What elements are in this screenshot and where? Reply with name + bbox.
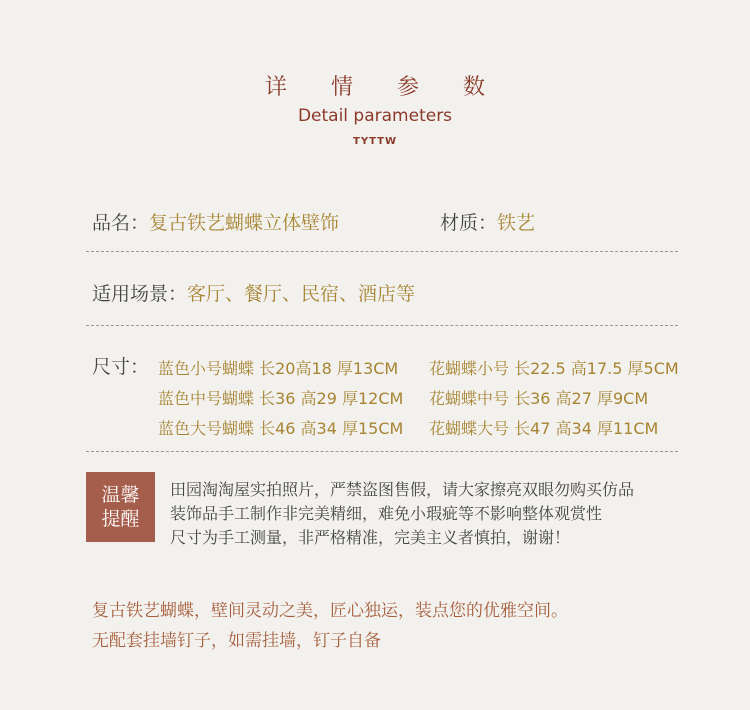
- size-item: 蓝色小号蝴蝶 长20高18 厚13CM: [158, 359, 399, 378]
- material-value: 铁艺: [497, 212, 536, 234]
- divider: [86, 251, 678, 252]
- size-item: 花蝴蝶中号 长36 高27 厚9CM: [429, 389, 649, 408]
- notice-badge: [86, 472, 155, 542]
- title-char: 参: [397, 75, 420, 100]
- notice-line: 田园淘淘屋实拍照片，严禁盗图售假，请大家擦亮双眼勿购买仿品: [170, 480, 635, 499]
- notice-line: 尺寸为手工测量，非严格精准，完美主义者慎拍，谢谢！: [170, 528, 571, 547]
- product-name-value: 复古铁艺蝴蝶立体壁饰: [149, 212, 340, 234]
- divider: [86, 325, 678, 326]
- usage-label: 适用场景：: [92, 283, 188, 305]
- brand-mark: TYTTW: [353, 136, 397, 147]
- size-item: 花蝴蝶小号 长22.5 高17.5 厚5CM: [429, 359, 679, 378]
- title-char: 数: [463, 75, 486, 100]
- footer-line: 无配套挂墙钉子，如需挂墙，钉子自备: [92, 631, 381, 651]
- notice-line: 装饰品手工制作非完美精细，难免小瑕疵等不影响整体观赏性: [170, 504, 603, 523]
- material-label: 材质：: [440, 212, 498, 234]
- product-name-row: [92, 208, 339, 235]
- size-item: 蓝色大号蝴蝶 长46 高34 厚15CM: [158, 419, 404, 438]
- footer-line: 复古铁艺蝴蝶，壁间灵动之美，匠心独运，装点您的优雅空间。: [92, 601, 568, 621]
- usage-row: [92, 279, 415, 306]
- divider: [86, 451, 678, 452]
- page-title: [0, 70, 750, 101]
- size-item: 蓝色中号蝴蝶 长36 高29 厚12CM: [158, 389, 404, 408]
- material-row: [440, 208, 535, 235]
- notice-badge-line: 温馨: [101, 484, 140, 506]
- notice-badge-line: 提醒: [101, 508, 140, 530]
- product-name-label: 品名：: [92, 212, 150, 234]
- title-char: 情: [330, 75, 353, 100]
- title-char: 详: [264, 75, 287, 100]
- size-item: 花蝴蝶大号 长47 高34 厚11CM: [429, 419, 659, 438]
- page-subtitle: Detail parameters: [297, 106, 453, 126]
- size-label: 尺寸：: [92, 356, 150, 378]
- usage-value: 客厅、餐厅、民宿、酒店等: [187, 283, 416, 305]
